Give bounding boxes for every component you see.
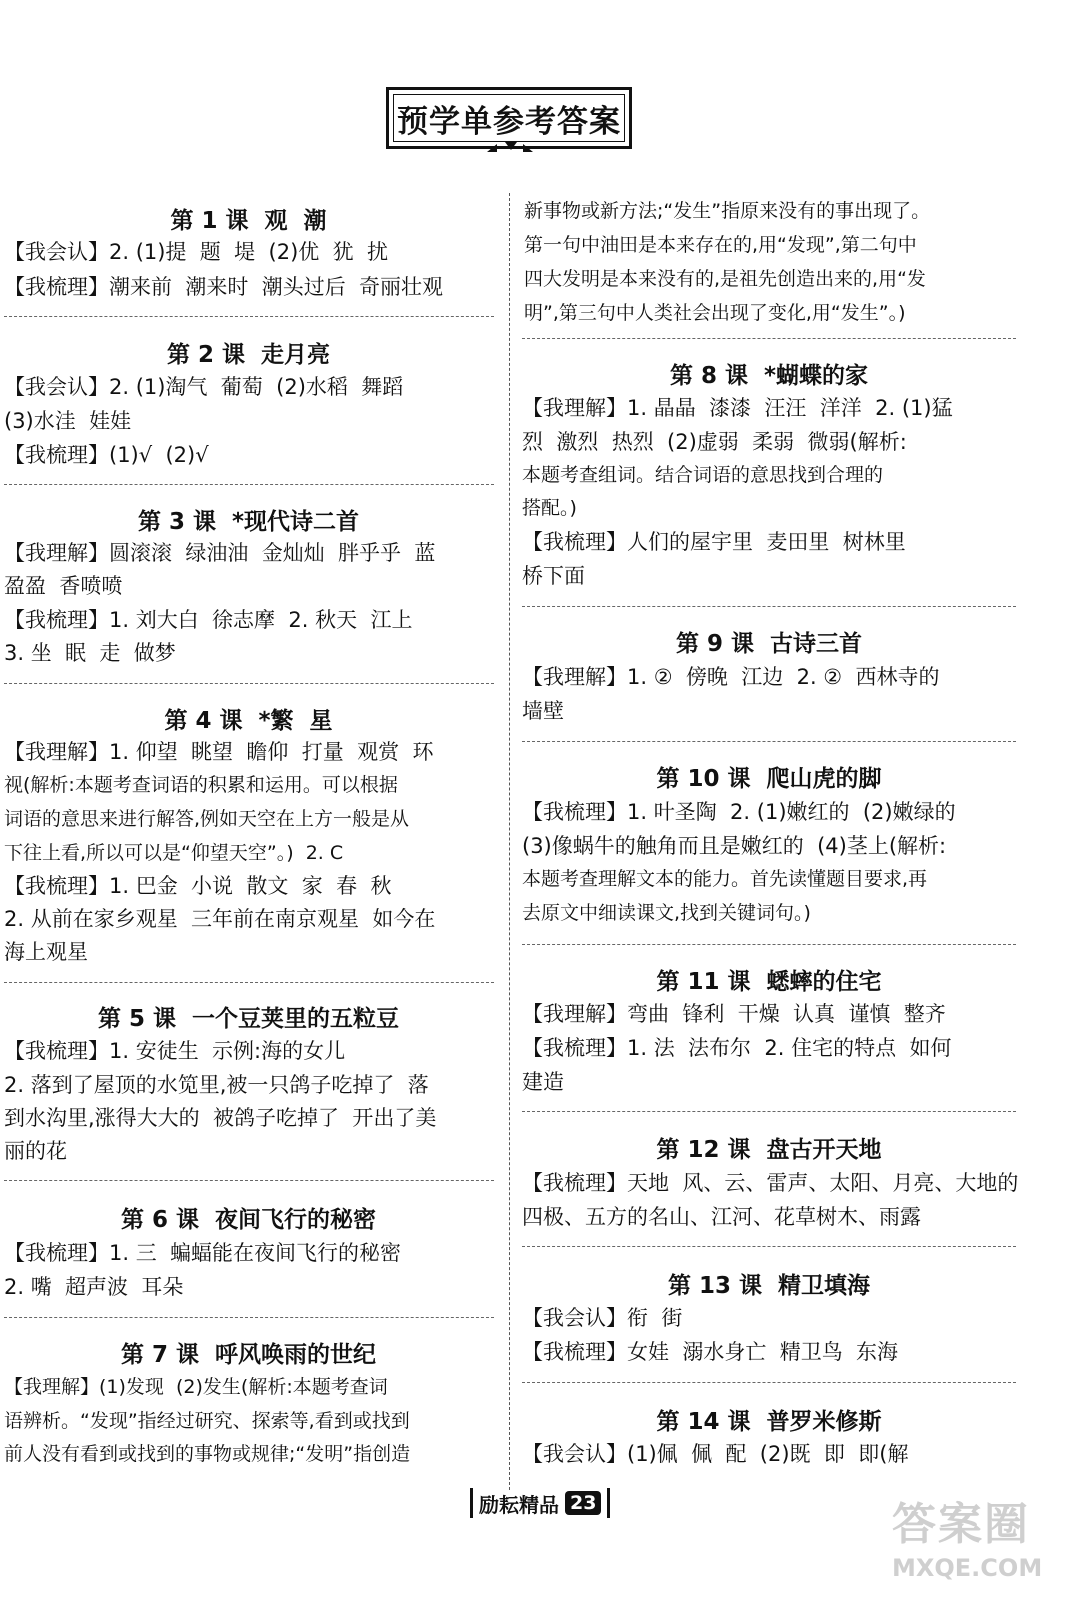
answer-line: 本题考查组词。结合词语的意思找到合理的 — [522, 464, 884, 486]
answer-line: 四极、五方的名山、江河、花草树木、雨露 — [522, 1205, 921, 1229]
answer-line: 盈盈 香喷喷 — [4, 574, 123, 598]
column-divider — [509, 193, 510, 1490]
lesson-title: 第 9 课 古诗三首 — [675, 631, 863, 657]
answer-line: 【我梳理】1. 巴金 小说 散文 家 春 秋 — [4, 874, 392, 898]
answer-line: 到水沟里,涨得大大的 被鸽子吃掉了 开出了美 — [4, 1106, 437, 1130]
watermark-logo: 答案圈 — [892, 1499, 1030, 1550]
page-footer — [470, 1486, 610, 1520]
section-divider — [522, 1246, 1016, 1247]
answer-line: 【我会认】衔 街 — [522, 1306, 683, 1330]
footer-bar-left — [470, 1488, 473, 1518]
answer-line: 下往上看,所以可以是“仰望天空”。) 2. C — [4, 842, 344, 864]
answer-line: 2. 从前在家乡观星 三年前在南京观星 如今在 — [4, 907, 436, 931]
lesson-title: 第 6 课 夜间飞行的秘密 — [120, 1207, 377, 1233]
answer-line: 【我梳理】女娃 溺水身亡 精卫鸟 东海 — [522, 1340, 899, 1364]
answer-line: 3. 坐 眠 走 做梦 — [4, 641, 176, 665]
lesson-title: 第 1 课 观 潮 — [170, 208, 327, 234]
section-divider — [522, 741, 1016, 742]
answer-line: 【我梳理】潮来前 潮来时 潮头过后 奇丽壮观 — [4, 275, 444, 299]
answer-line: 2. 落到了屋顶的水笕里,被一只鸽子吃掉了 落 — [4, 1073, 429, 1097]
lesson-title: 第 4 课 *繁 星 — [164, 708, 333, 734]
lesson-title: 第 10 课 爬山虎的脚 — [656, 766, 882, 792]
answer-line: 四大发明是本来没有的,是祖先创造出来的,用“发 — [524, 268, 926, 290]
section-divider — [4, 1317, 494, 1318]
answer-line: (3)水洼 娃娃 — [4, 409, 132, 433]
lesson-title: 第 2 课 走月亮 — [166, 342, 331, 368]
answer-line: 【我梳理】1. 三 蝙蝠能在夜间飞行的秘密 — [4, 1241, 402, 1265]
lesson-title: 第 3 课 *现代诗二首 — [137, 509, 360, 535]
answer-line: 建造 — [522, 1070, 564, 1094]
answer-line: 墙壁 — [522, 699, 564, 723]
answer-line: 新事物或新方法;“发生”指原来没有的事出现了。 — [524, 200, 931, 222]
section-divider — [522, 944, 1016, 945]
watermark-site: MXQE.COM — [892, 1554, 1043, 1582]
answer-line: 【我梳理】1. 安徒生 示例:海的女儿 — [4, 1039, 346, 1063]
answer-line: 【我梳理】人们的屋宇里 麦田里 树林里 — [522, 530, 906, 554]
answer-line: 搭配。) — [522, 497, 577, 519]
answer-line: 【我理解】1. ② 傍晚 江边 2. ② 西林寺的 — [522, 665, 940, 689]
answer-line: 【我梳理】1. 叶圣陶 2. (1)嫩红的 (2)嫩绿的 — [522, 800, 956, 824]
watermark — [892, 1488, 1062, 1588]
section-divider — [4, 1180, 494, 1181]
answer-line: 【我会认】(1)佩 佩 配 (2)既 即 即(解 — [522, 1442, 909, 1466]
section-divider — [4, 316, 494, 317]
answer-line: 视(解析:本题考查词语的积累和运用。可以根据 — [4, 774, 398, 796]
answer-line: 【我理解】圆滚滚 绿油油 金灿灿 胖乎乎 蓝 — [4, 541, 436, 565]
section-divider — [522, 1382, 1016, 1383]
answer-line: 第一句中油田是本来存在的,用“发现”,第二句中 — [524, 234, 917, 256]
lesson-title: 第 8 课 *蝴蝶的家 — [669, 363, 869, 389]
answer-line: 【我梳理】1. 刘大白 徐志摩 2. 秋天 江上 — [4, 608, 413, 632]
answer-line: 【我理解】1. 晶晶 漆漆 汪汪 洋洋 2. (1)猛 — [522, 396, 953, 420]
section-divider — [522, 606, 1016, 607]
answer-line: 2. 嘴 超声波 耳朵 — [4, 1275, 184, 1299]
answer-line: 烈 激烈 热烈 (2)虚弱 柔弱 微弱(解析: — [522, 430, 907, 454]
lesson-title: 第 13 课 精卫填海 — [667, 1273, 871, 1299]
page-title: 预学单参考答案 — [393, 94, 625, 142]
lesson-title: 第 7 课 呼风唤雨的世纪 — [120, 1342, 377, 1368]
answer-line: (3)像蜗牛的触角而且是嫩红的 (4)茎上(解析: — [522, 834, 947, 858]
answer-line: 【我理解】(1)发现 (2)发生(解析:本题考查词 — [4, 1376, 388, 1398]
footer-bar-right — [607, 1488, 610, 1518]
answer-line: 词语的意思来进行解答,例如天空在上方一般是从 — [4, 808, 410, 830]
section-divider — [4, 683, 494, 684]
footer-brand: 励耘精品 — [479, 1492, 559, 1517]
answer-line: 去原文中细读课文,找到关键词句。) — [522, 902, 811, 924]
answer-line: 明”,第三句中人类社会出现了变化,用“发生”。) — [524, 302, 906, 324]
section-divider — [522, 1111, 1016, 1112]
answer-line: 【我理解】1. 仰望 眺望 瞻仰 打量 观赏 环 — [4, 740, 434, 764]
answer-line: 【我理解】弯曲 锋利 干燥 认真 谨慎 整齐 — [522, 1002, 946, 1026]
section-divider — [4, 982, 494, 983]
page-number: 23 — [565, 1491, 601, 1515]
answer-line: 【我会认】2. (1)提 题 堤 (2)优 犹 扰 — [4, 240, 388, 264]
lesson-title: 第 5 课 一个豆荚里的五粒豆 — [97, 1006, 400, 1032]
answer-line: 【我梳理】天地 风、云、雷声、太阳、月亮、大地的 — [522, 1171, 1019, 1195]
section-divider — [4, 484, 494, 485]
answer-line: 丽的花 — [4, 1139, 67, 1163]
answer-line: 前人没有看到或找到的事物或规律;“发明”指创造 — [4, 1443, 411, 1465]
answer-line: 【我梳理】(1)√ (2)√ — [4, 443, 209, 467]
answer-line: 桥下面 — [522, 564, 585, 588]
answer-line: 【我梳理】1. 法 法布尔 2. 住宅的特点 如何 — [522, 1036, 952, 1060]
lesson-title: 第 14 课 普罗米修斯 — [656, 1409, 882, 1435]
answer-line: 【我会认】2. (1)淘气 葡萄 (2)水稻 舞蹈 — [4, 375, 404, 399]
answer-line: 本题考查理解文本的能力。首先读懂题目要求,再 — [522, 868, 928, 890]
section-divider — [522, 338, 1016, 339]
lesson-title: 第 12 课 盘古开天地 — [656, 1137, 882, 1163]
answer-line: 语辨析。“发现”指经过研究、探索等,看到或找到 — [4, 1410, 410, 1432]
answer-line: 海上观星 — [4, 940, 88, 964]
title-decoration-icon — [485, 138, 535, 156]
lesson-title: 第 11 课 蟋蟀的住宅 — [656, 969, 882, 995]
